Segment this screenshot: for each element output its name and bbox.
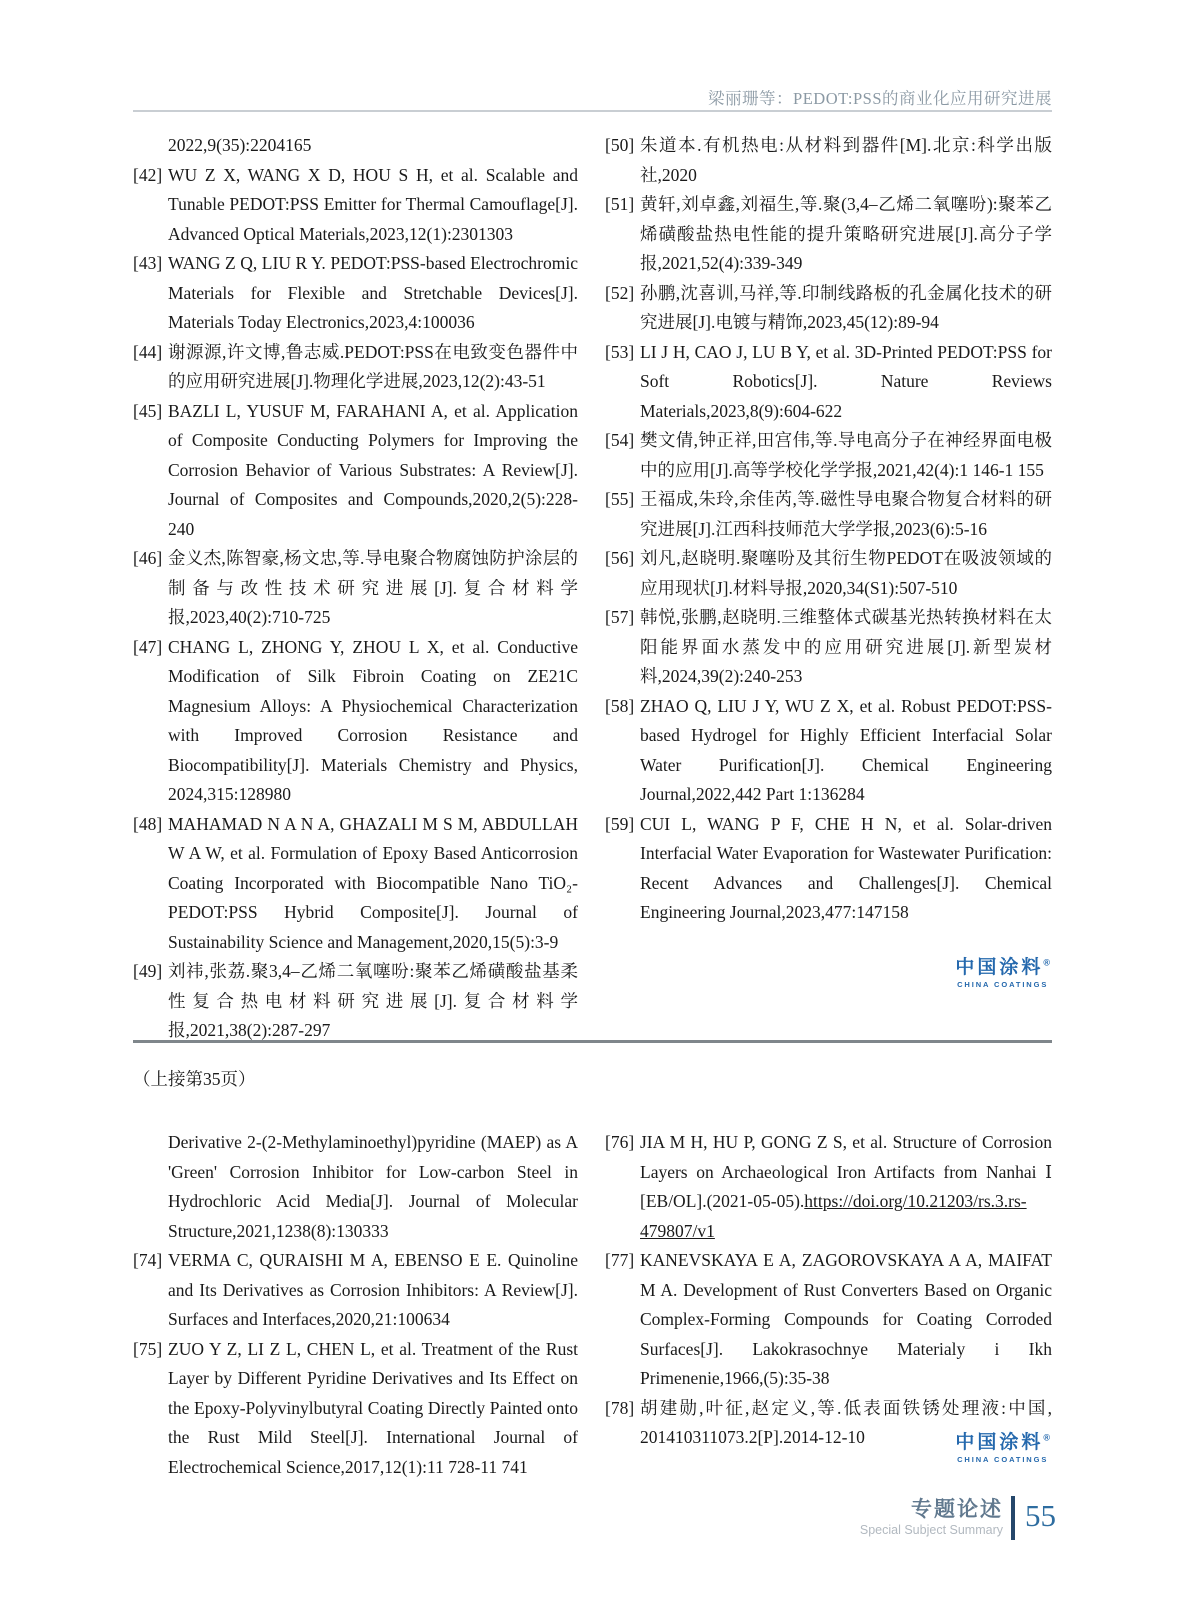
reference-item — [133, 161, 578, 250]
reference-text: BAZLI L, YUSUF M, FARAHANI A, et al. Application of Composite Conducting Polymers for Improving the Corrosion Behavior of Various Substrates: A Review[J]. Journal of Composites and Compounds,2020,2(5):228-240 — [168, 400, 578, 539]
reference-item — [605, 279, 1052, 338]
reference-number: [48] — [133, 813, 163, 834]
logo-chinese-text: 中国涂料® — [955, 1432, 1050, 1453]
reference-item — [133, 249, 578, 338]
reference-text: CUI L, WANG P F, CHE H N, et al. Solar-driven Interfacial Water Evaporation for Wastewater Purification: Recent Advances and Challenges[J]. Chemical Engineering Journal,2023,477:147158 — [640, 813, 1052, 922]
logo-english-text: CHINA COATINGS — [957, 1454, 1049, 1464]
reference-number: [50] — [605, 135, 635, 155]
footer-section-labels — [860, 1498, 1003, 1537]
reference-number: [59] — [605, 813, 635, 834]
reference-number: [46] — [133, 548, 163, 568]
references-column-1-left — [133, 131, 578, 1046]
china-coatings-logo — [955, 958, 1050, 989]
reference-item — [133, 1128, 578, 1246]
reference-number: [53] — [605, 341, 635, 362]
reference-number: [55] — [605, 489, 635, 509]
reference-item — [133, 544, 578, 633]
reference-text: VERMA C, QURAISHI M A, EBENSO E E. Quinoline and Its Derivatives as Corrosion Inhibitors: A Review[J]. Surfaces and Interfaces,2020,21:100634 — [168, 1250, 578, 1329]
reference-text: Derivative 2-(2-Methylaminoethyl)pyridine (MAEP) as A 'Green' Corrosion Inhibitor for Low-carbon Steel in Hydrochloric Acid Media[J]. Journal of Molecular Structure,2021,1238(8):130333 — [168, 1132, 578, 1241]
reference-text: ZUO Y Z, LI Z L, CHEN L, et al. Treatment of the Rust Layer by Different Pyridine Derivatives and Its Effect on the Epoxy-Polyvinylbutyral Coating Directly Painted onto the Rust Mild Steel[J]. International Journal of Electrochemical Science,2017,12(1):11 728-11 741 — [168, 1338, 578, 1477]
reference-text: 刘祎,张荔.聚3,4–乙烯二氧噻吩:聚苯乙烯磺酸盐基柔性复合热电材料研究进展[J].复合材料学报,2021,38(2):287-297 — [168, 961, 578, 1040]
reference-item — [133, 131, 578, 161]
reference-text: 刘凡,赵晓明.聚噻吩及其衍生物PEDOT在吸波领域的应用现状[J].材料导报,2020,34(S1):507-510 — [640, 548, 1052, 598]
reference-text: WU Z X, WANG X D, HOU S H, et al. Scalable and Tunable PEDOT:PSS Emitter for Thermal Camouflage[J]. Advanced Optical Materials,2023,12(1):2301303 — [168, 164, 578, 244]
reference-number: [51] — [605, 194, 635, 214]
reference-item — [605, 810, 1052, 928]
reference-number: [58] — [605, 695, 635, 716]
running-head-title: 梁丽珊等：PEDOT:PSS的商业化应用研究进展 — [708, 89, 1052, 108]
reference-item — [605, 1128, 1052, 1246]
reference-number: [77] — [605, 1250, 635, 1270]
logo-chinese-text: 中国涂料® — [955, 957, 1050, 978]
reference-item — [133, 810, 578, 958]
reference-number: [47] — [133, 636, 163, 657]
reference-text: CHANG L, ZHONG Y, ZHOU L X, et al. Conductive Modification of Silk Fibroin Coating on ZE21C Magnesium Alloys: A Physiochemical Characterization with Improved Corrosion Resistance and Biocompatibility[J]. Materials Chemistry and Physics, 2024,315:128980 — [168, 636, 578, 804]
references-column-2-right — [605, 1128, 1052, 1453]
reference-item — [605, 338, 1052, 427]
registered-trademark-icon: ® — [1043, 957, 1050, 968]
reference-text: 黄轩,刘卓鑫,刘福生,等.聚(3,4–乙烯二氧噻吩):聚苯乙烯磺酸盐热电性能的提升策略研究进展[J].高分子学报,2021,52(4):339-349 — [640, 194, 1052, 273]
reference-item — [133, 1246, 578, 1335]
reference-item — [133, 957, 578, 1046]
reference-text: 朱道本.有机热电:从材料到器件[M].北京:科学出版社,2020 — [640, 135, 1052, 185]
references-column-2-left — [133, 1128, 578, 1482]
reference-text: 王福成,朱玲,余佳芮,等.磁性导电聚合物复合材料的研究进展[J].江西科技师范大学学报,2023(6):5-16 — [640, 489, 1052, 539]
page-footer — [860, 1496, 1056, 1540]
reference-number: [75] — [133, 1338, 163, 1359]
reference-number: [54] — [605, 430, 635, 450]
reference-item — [605, 544, 1052, 603]
divider-top — [133, 110, 1052, 112]
reference-number: [74] — [133, 1250, 163, 1270]
reference-item — [133, 633, 578, 810]
reference-item — [605, 603, 1052, 692]
section-title-english: Special Subject Summary — [859, 1522, 1003, 1537]
reference-text: MAHAMAD N A N A, GHAZALI M S M, ABDULLAH W A W, et al. Formulation of Epoxy Based Anticorrosion Coating Incorporated with Biocompatible Nano TiO₂-PEDOT:PSS Hybrid Composite[J]. Journal of Sustainability Science and Management,2020,15(5):3-9 — [168, 813, 578, 952]
reference-number: [76] — [605, 1132, 635, 1152]
reference-item — [133, 397, 578, 545]
reference-text: 胡建勋,叶征,赵定义,等.低表面铁锈处理液:中国, 201410311073.2[P].2014-12-10 — [640, 1397, 1052, 1447]
reference-text: KANEVSKAYA E A, ZAGOROVSKAYA A A, MAIFAT M A. Development of Rust Converters Based on Organic Complex-Forming Compounds for Coating Corroded Surfaces[J]. Lakokrasochnye Materialy i Ikh Primenenie,1966,(5):35-38 — [640, 1250, 1052, 1388]
reference-number: [56] — [605, 548, 635, 568]
reference-text: LI J H, CAO J, LU B Y, et al. 3D-Printed PEDOT:PSS for Soft Robotics[J]. Nature Reviews Materials,2023,8(9):604-622 — [640, 341, 1052, 421]
reference-text: 2022,9(35):2204165 — [168, 135, 312, 155]
reference-text: 樊文倩,钟正祥,田宫伟,等.导电高分子在神经界面电极中的应用[J].高等学校化学学报,2021,42(4):1 146-1 155 — [640, 430, 1052, 480]
reference-number: [43] — [133, 253, 163, 273]
reference-text: JIA M H, HU P, GONG Z S, et al. Structure of Corrosion Layers on Archaeological Iron Artifacts from Nanhai Ⅰ [EB/OL].(2021-05-05). — [640, 1132, 1052, 1211]
footer-divider-bar — [1011, 1496, 1015, 1540]
references-column-1-right — [605, 131, 1052, 928]
reference-item — [605, 190, 1052, 279]
reference-item — [605, 426, 1052, 485]
reference-item — [133, 1335, 578, 1483]
reference-item — [133, 338, 578, 397]
registered-trademark-icon: ® — [1043, 1432, 1050, 1443]
page-number: 55 — [1025, 1498, 1056, 1533]
reference-number: [78] — [605, 1397, 635, 1418]
reference-text: 孙鹏,沈喜训,马祥,等.印制线路板的孔金属化技术的研究进展[J].电镀与精饰,2023,45(12):89-94 — [640, 282, 1052, 332]
continued-from-note: （上接第35页） — [133, 1069, 256, 1089]
reference-text: ZHAO Q, LIU J Y, WU Z X, et al. Robust PEDOT:PSS-based Hydrogel for Highly Efficient Interfacial Solar Water Purification[J]. Chemical Engineering Journal,2022,442 Part 1:136284 — [640, 695, 1052, 804]
reference-item — [605, 692, 1052, 810]
reference-text: 金义杰,陈智豪,杨文忠,等.导电聚合物腐蚀防护涂层的制备与改性技术研究进展[J].复合材料学报,2023,40(2):710-725 — [168, 548, 578, 627]
reference-item — [605, 485, 1052, 544]
reference-number: [49] — [133, 961, 163, 981]
reference-number: [44] — [133, 341, 163, 362]
doi-link[interactable]: https://doi.org/10.21203/rs.3.rs-479807/v1 — [640, 1191, 1027, 1241]
reference-item — [605, 1246, 1052, 1394]
reference-item — [605, 131, 1052, 190]
divider-middle — [133, 1040, 1052, 1043]
reference-text: 韩悦,张鹏,赵晓明.三维整体式碳基光热转换材料在太阳能界面水蒸发中的应用研究进展[J].新型炭材料,2024,39(2):240-253 — [640, 607, 1052, 686]
reference-text: WANG Z Q, LIU R Y. PEDOT:PSS-based Electrochromic Materials for Flexible and Stretchable Devices[J]. Materials Today Electronics,2023,4:100036 — [168, 253, 578, 332]
reference-number: [57] — [605, 607, 635, 627]
section-title-chinese: 专题论述 — [911, 1498, 1003, 1522]
logo-english-text: CHINA COATINGS — [957, 979, 1049, 989]
china-coatings-logo — [955, 1433, 1050, 1464]
reference-text: 谢源源,许文博,鲁志威.PEDOT:PSS在电致变色器件中的应用研究进展[J].物理化学进展,2023,12(2):43-51 — [168, 341, 578, 391]
reference-number: [52] — [605, 282, 635, 303]
reference-number: [45] — [133, 400, 163, 421]
reference-number: [42] — [133, 164, 163, 185]
